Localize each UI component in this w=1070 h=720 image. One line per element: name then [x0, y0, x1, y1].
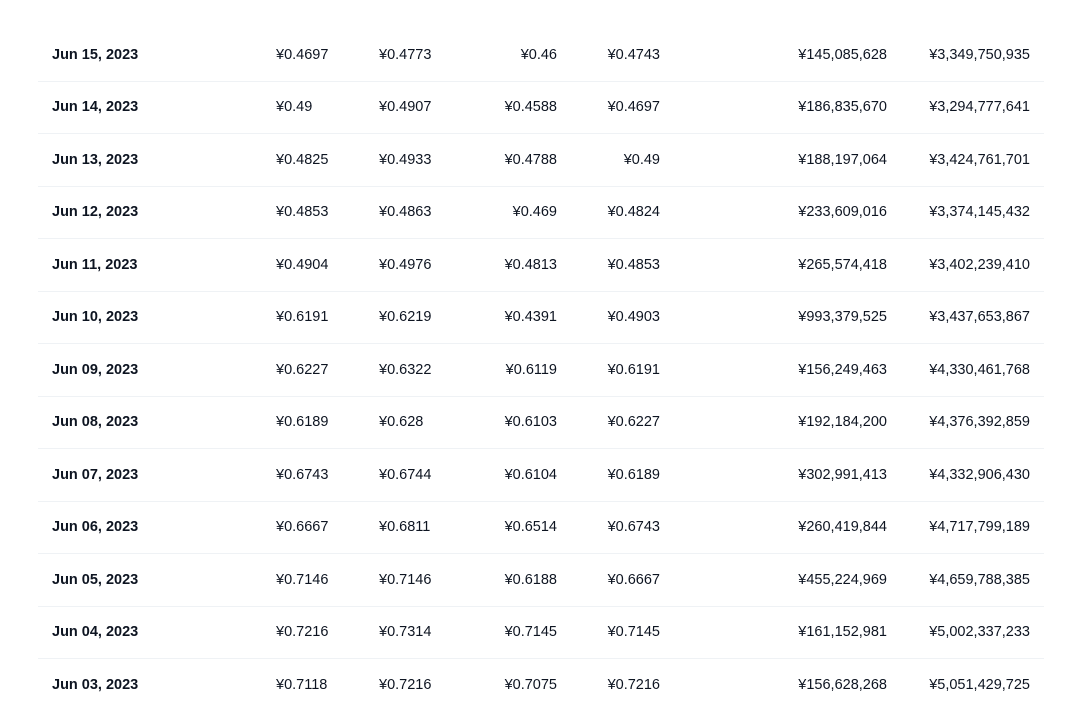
- historical-data-table: [38, 29, 1044, 711]
- cell-market-cap: ¥3,402,239,410: [929, 256, 1030, 273]
- cell-volume: ¥993,379,525: [798, 309, 887, 326]
- cell-volume: ¥265,574,418: [798, 256, 887, 273]
- cell-open: ¥0.7146: [276, 571, 329, 588]
- cell-close: ¥0.4903: [607, 309, 660, 326]
- cell-market-cap: ¥4,659,788,385: [929, 571, 1030, 588]
- cell-date: Jun 05, 2023: [52, 571, 139, 588]
- cell-open: ¥0.49: [276, 99, 313, 116]
- cell-open: ¥0.6189: [276, 414, 329, 431]
- cell-low: ¥0.6104: [504, 466, 557, 483]
- table-row: [38, 659, 1044, 711]
- cell-low: ¥0.4588: [504, 99, 557, 116]
- cell-open: ¥0.4904: [276, 256, 329, 273]
- cell-open: ¥0.4697: [276, 46, 329, 63]
- cell-high: ¥0.4976: [379, 256, 432, 273]
- cell-open: ¥0.6227: [276, 361, 329, 378]
- cell-low: ¥0.4391: [504, 309, 557, 326]
- cell-high: ¥0.7216: [379, 676, 432, 693]
- cell-date: Jun 13, 2023: [52, 151, 139, 168]
- cell-volume: ¥156,628,268: [798, 676, 887, 693]
- cell-open: ¥0.6667: [276, 519, 329, 536]
- cell-high: ¥0.6322: [379, 361, 432, 378]
- cell-date: Jun 06, 2023: [52, 519, 139, 536]
- cell-high: ¥0.4773: [379, 46, 432, 63]
- cell-high: ¥0.4863: [379, 204, 432, 221]
- cell-high: ¥0.7146: [379, 571, 432, 588]
- cell-open: ¥0.7216: [276, 624, 329, 641]
- cell-market-cap: ¥3,424,761,701: [929, 151, 1030, 168]
- cell-open: ¥0.6191: [276, 309, 329, 326]
- cell-low: ¥0.469: [512, 204, 557, 221]
- cell-close: ¥0.7216: [607, 676, 660, 693]
- table-row: [38, 187, 1044, 240]
- table-row: [38, 239, 1044, 292]
- cell-market-cap: ¥3,349,750,935: [929, 46, 1030, 63]
- cell-volume: ¥156,249,463: [798, 361, 887, 378]
- cell-close: ¥0.6227: [607, 414, 660, 431]
- cell-market-cap: ¥4,330,461,768: [929, 361, 1030, 378]
- table-row: [38, 554, 1044, 607]
- table-row: [38, 344, 1044, 397]
- cell-low: ¥0.4813: [504, 256, 557, 273]
- cell-close: ¥0.49: [623, 151, 660, 168]
- cell-date: Jun 11, 2023: [52, 256, 138, 273]
- table-row: [38, 82, 1044, 135]
- cell-low: ¥0.6119: [505, 361, 557, 378]
- cell-close: ¥0.7145: [607, 624, 660, 641]
- cell-low: ¥0.6103: [504, 414, 557, 431]
- cell-low: ¥0.7075: [504, 676, 557, 693]
- cell-date: Jun 08, 2023: [52, 414, 139, 431]
- cell-market-cap: ¥3,294,777,641: [929, 99, 1030, 116]
- cell-close: ¥0.4743: [607, 46, 660, 63]
- cell-volume: ¥186,835,670: [798, 99, 887, 116]
- cell-date: Jun 04, 2023: [52, 624, 139, 641]
- cell-high: ¥0.4907: [379, 99, 432, 116]
- cell-date: Jun 09, 2023: [52, 361, 139, 378]
- cell-low: ¥0.4788: [504, 151, 557, 168]
- cell-low: ¥0.7145: [504, 624, 557, 641]
- cell-volume: ¥161,152,981: [798, 624, 887, 641]
- cell-volume: ¥233,609,016: [798, 204, 887, 221]
- cell-close: ¥0.6667: [607, 571, 660, 588]
- cell-date: Jun 10, 2023: [52, 309, 139, 326]
- table-row: [38, 607, 1044, 660]
- cell-close: ¥0.6191: [607, 361, 660, 378]
- cell-high: ¥0.6219: [379, 309, 432, 326]
- cell-low: ¥0.6514: [504, 519, 557, 536]
- cell-open: ¥0.7118: [276, 676, 328, 693]
- cell-close: ¥0.6189: [607, 466, 660, 483]
- cell-market-cap: ¥3,374,145,432: [929, 204, 1030, 221]
- cell-date: Jun 15, 2023: [52, 46, 139, 63]
- table-row: [38, 292, 1044, 345]
- cell-date: Jun 07, 2023: [52, 466, 139, 483]
- cell-high: ¥0.6811: [379, 519, 431, 536]
- cell-market-cap: ¥5,002,337,233: [929, 624, 1030, 641]
- table-row: [38, 449, 1044, 502]
- cell-market-cap: ¥4,717,799,189: [929, 519, 1030, 536]
- cell-open: ¥0.6743: [276, 466, 329, 483]
- cell-volume: ¥145,085,628: [798, 46, 887, 63]
- cell-volume: ¥188,197,064: [798, 151, 887, 168]
- table-row: [38, 502, 1044, 555]
- cell-volume: ¥302,991,413: [798, 466, 887, 483]
- cell-close: ¥0.4697: [607, 99, 660, 116]
- table-row: [38, 134, 1044, 187]
- cell-date: Jun 03, 2023: [52, 676, 139, 693]
- cell-close: ¥0.4853: [607, 256, 660, 273]
- table-row: [38, 29, 1044, 82]
- cell-market-cap: ¥4,376,392,859: [929, 414, 1030, 431]
- cell-high: ¥0.628: [379, 414, 424, 431]
- cell-volume: ¥455,224,969: [798, 571, 887, 588]
- cell-volume: ¥192,184,200: [798, 414, 887, 431]
- cell-high: ¥0.4933: [379, 151, 432, 168]
- table-row: [38, 397, 1044, 450]
- cell-market-cap: ¥4,332,906,430: [929, 466, 1030, 483]
- cell-high: ¥0.6744: [379, 466, 432, 483]
- cell-volume: ¥260,419,844: [798, 519, 887, 536]
- cell-market-cap: ¥3,437,653,867: [929, 309, 1030, 326]
- cell-date: Jun 14, 2023: [52, 99, 139, 116]
- cell-low: ¥0.6188: [504, 571, 557, 588]
- cell-date: Jun 12, 2023: [52, 204, 139, 221]
- cell-open: ¥0.4825: [276, 151, 329, 168]
- cell-open: ¥0.4853: [276, 204, 329, 221]
- cell-close: ¥0.4824: [607, 204, 660, 221]
- cell-market-cap: ¥5,051,429,725: [929, 676, 1030, 693]
- cell-close: ¥0.6743: [607, 519, 660, 536]
- cell-low: ¥0.46: [520, 46, 557, 63]
- cell-high: ¥0.7314: [379, 624, 432, 641]
